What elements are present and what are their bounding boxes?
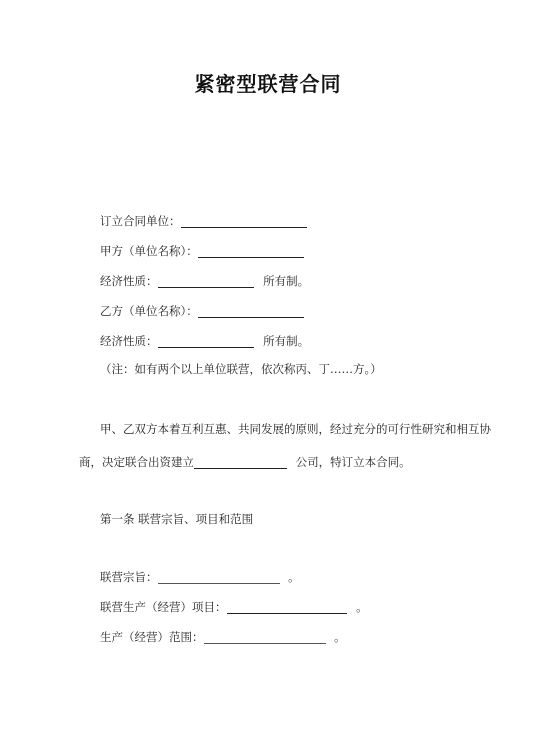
party-a-nature-line: [100, 274, 309, 288]
product-label: 联营生产（经营）项目：: [100, 600, 227, 614]
preamble-line-1: 甲、乙双方本着互利互惠、共同发展的原则，经过充分的可行性研究和相互协: [100, 422, 491, 436]
party-a-label: 甲方（单位名称）：: [100, 244, 198, 258]
party-a-nature-blank[interactable]: [158, 275, 254, 288]
scope-blank[interactable]: [204, 631, 326, 644]
party-a-blank[interactable]: [198, 245, 304, 258]
party-b-nature-blank[interactable]: [158, 335, 254, 348]
product-blank[interactable]: [227, 601, 347, 614]
party-a-line: [100, 244, 304, 258]
preamble-line-2: [79, 455, 411, 469]
company-name-blank[interactable]: [194, 456, 287, 469]
period: 。: [288, 570, 300, 584]
party-b-blank[interactable]: [198, 305, 304, 318]
purpose-line: [100, 570, 300, 584]
signing-unit-blank[interactable]: [181, 215, 307, 228]
product-line: [100, 600, 368, 614]
period: 。: [356, 600, 368, 614]
period: 。: [334, 630, 346, 644]
economic-nature-label: 经济性质：: [100, 274, 158, 288]
signing-unit-label: 订立合同单位：: [100, 214, 181, 228]
economic-nature-label: 经济性质：: [100, 334, 158, 348]
party-b-label: 乙方（单位名称）：: [100, 304, 198, 318]
party-b-nature-line: [100, 334, 309, 348]
signing-unit-line: [100, 214, 307, 228]
preamble-prefix: 商，决定联合出资建立: [79, 455, 194, 469]
ownership-suffix: 所有制。: [263, 274, 310, 288]
ownership-suffix: 所有制。: [263, 334, 310, 348]
party-b-line: [100, 304, 304, 318]
document-title: 紧密型联营合同: [194, 72, 342, 96]
preamble-suffix: 公司，特订立本合同。: [295, 455, 411, 469]
parties-note: （注：如有两个以上单位联营，依次称丙、丁……方。）: [100, 362, 382, 376]
article1-heading: 第一条 联营宗旨、项目和范围: [100, 512, 254, 526]
purpose-blank[interactable]: [158, 571, 280, 584]
purpose-label: 联营宗旨：: [100, 570, 158, 584]
scope-line: [100, 630, 346, 644]
scope-label: 生产（经营）范围：: [100, 630, 204, 644]
